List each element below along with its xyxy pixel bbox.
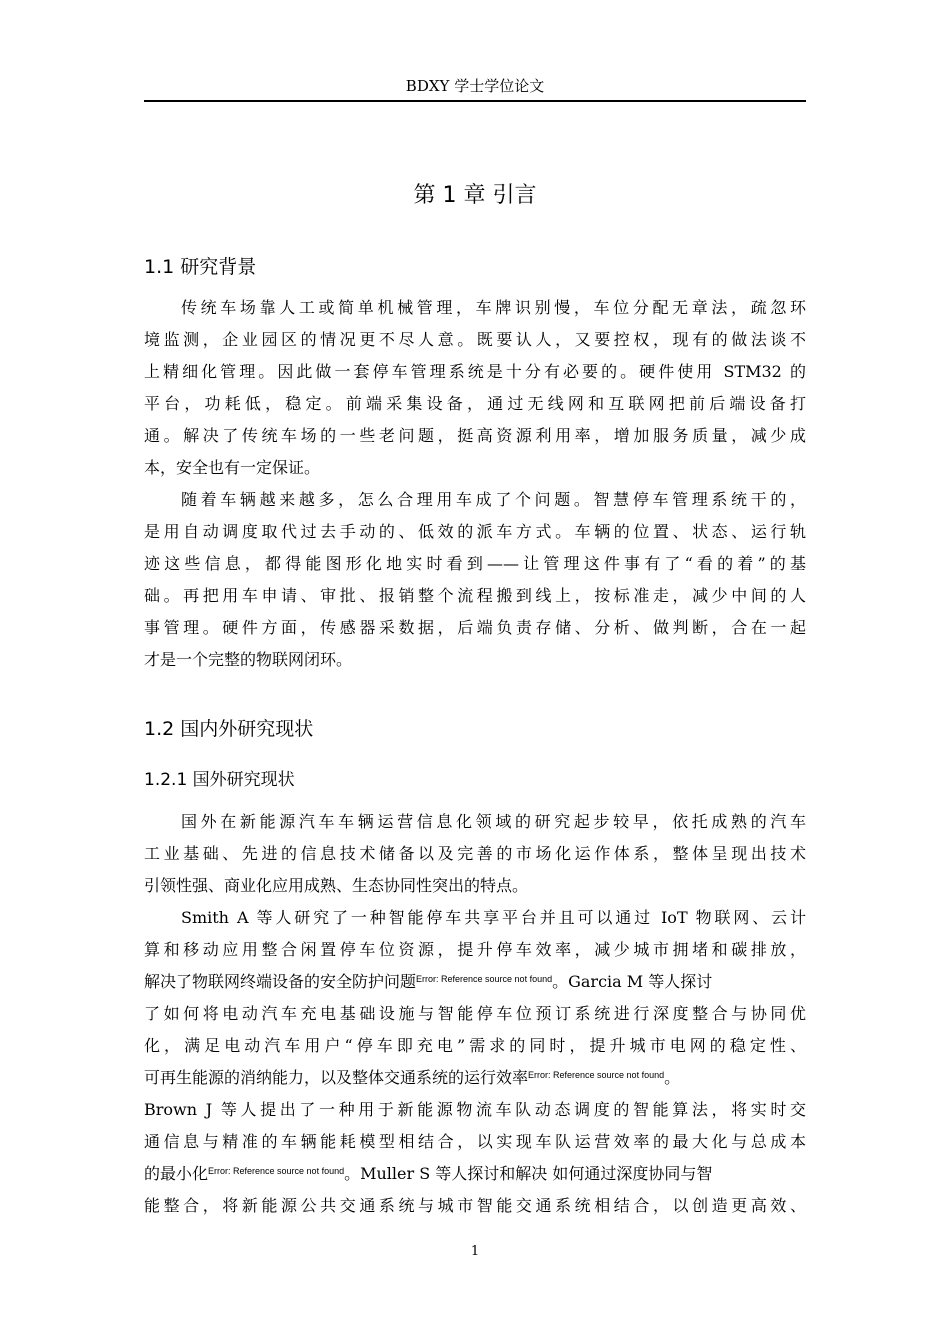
subsection-heading-1-2-1: 1.2.1 国外研究现状 [144,770,295,790]
text-run: 的最小化 [144,1164,209,1183]
page-number: 1 [470,1244,480,1259]
running-header: BDXY 学士学位论文 [405,77,545,95]
text-line: 础。再把用车申请、审批、报销整个流程搬到线上，按标准走，减少中间的人 [144,586,806,605]
text-line: Brown J 等人提出了一种用于新能源物流车队动态调度的智能算法，将实时交 [144,1100,806,1119]
text-line [144,966,806,998]
text-line [144,1158,806,1190]
text-line: 化，满足电动汽车用户“停车即充电”需求的同时，提升城市电网的稳定性、 [144,1036,806,1055]
text-line: 平台，功耗低，稳定。前端采集设备，通过无线网和互联网把前后端设备打 [144,394,806,413]
text-line: Smith A 等人研究了一种智能停车共享平台并且可以通过 IoT 物联网、云计 [181,908,806,927]
text-line: 才是一个完整的物联网闭环。 [144,650,353,669]
text-line [144,1062,806,1094]
text-line: 上精细化管理。因此做一套停车管理系统是十分有必要的。硬件使用 STM32 的 [144,362,806,381]
text-line: 是用自动调度取代过去手动的、低效的派车方式。车辆的位置、状态、运行轨 [144,522,806,541]
paragraph-foreign-research-1 [144,806,806,902]
text-line: 国外在新能源汽车车辆运营信息化领域的研究起步较早，依托成熟的汽车 [181,812,806,831]
text-line: 本，安全也有一定保证。 [144,458,321,477]
chapter-title: 第 1 章 引言 [413,183,537,208]
text-line: 了如何将电动汽车充电基础设施与智能停车位预订系统进行深度整合与协同优 [144,1004,806,1023]
paragraph-background-2 [144,484,806,676]
section-heading-1-1: 1.1 研究背景 [144,256,257,278]
text-run: 可再生能源的消纳能力，以及整体交通系统的运行效率 [144,1068,529,1087]
paragraph-foreign-research-2 [144,902,806,1222]
text-line: 传统车场靠人工或简单机械管理，车牌识别慢，车位分配无章法，疏忽环 [181,298,806,317]
text-run: 解决了物联网终端设备的安全防护问题 [144,972,417,991]
reference-error: Error: Reference source not found [416,974,553,984]
text-line: 事管理。硬件方面，传感器采数据，后端负责存储、分析、做判断，合在一起 [144,618,806,637]
text-line: 算和移动应用整合闲置停车位资源，提升停车效率，减少城市拥堵和碳排放， [144,940,806,959]
text-line: 通信息与精准的车辆能耗模型相结合，以实现车队运营效率的最大化与总成本 [144,1132,806,1151]
section-heading-1-2: 1.2 国内外研究现状 [144,718,314,740]
text-line: 工业基础、先进的信息技术储备以及完善的市场化运作体系，整体呈现出技术 [144,844,806,863]
reference-error: Error: Reference source not found [208,1166,345,1176]
text-line: 引领性强、商业化应用成熟、生态协同性突出的特点。 [144,876,529,895]
text-run: 。 [664,1068,681,1087]
reference-error: Error: Reference source not found [528,1070,665,1080]
text-line: 能整合，将新能源公共交通系统与城市智能交通系统相结合，以创造更高效、 [144,1196,806,1215]
text-line: 随着车辆越来越多，怎么合理用车成了个问题。智慧停车管理系统干的， [181,490,806,509]
text-line: 迹这些信息，都得能图形化地实时看到——让管理这件事有了“看的着”的基 [144,554,806,573]
text-line: 境监测，企业园区的情况更不尽人意。既要认人，又要控权，现有的做法谈不 [144,330,806,349]
text-run: 。Garcia M 等人探讨 [552,972,713,991]
paragraph-background-1 [144,292,806,484]
text-line: 通。解决了传统车场的一些老问题，挺高资源利用率，增加服务质量，减少成 [144,426,806,445]
text-run: 。Muller S 等人探讨和解决 如何通过深度协同与智 [344,1164,713,1183]
header-rule [144,100,806,102]
